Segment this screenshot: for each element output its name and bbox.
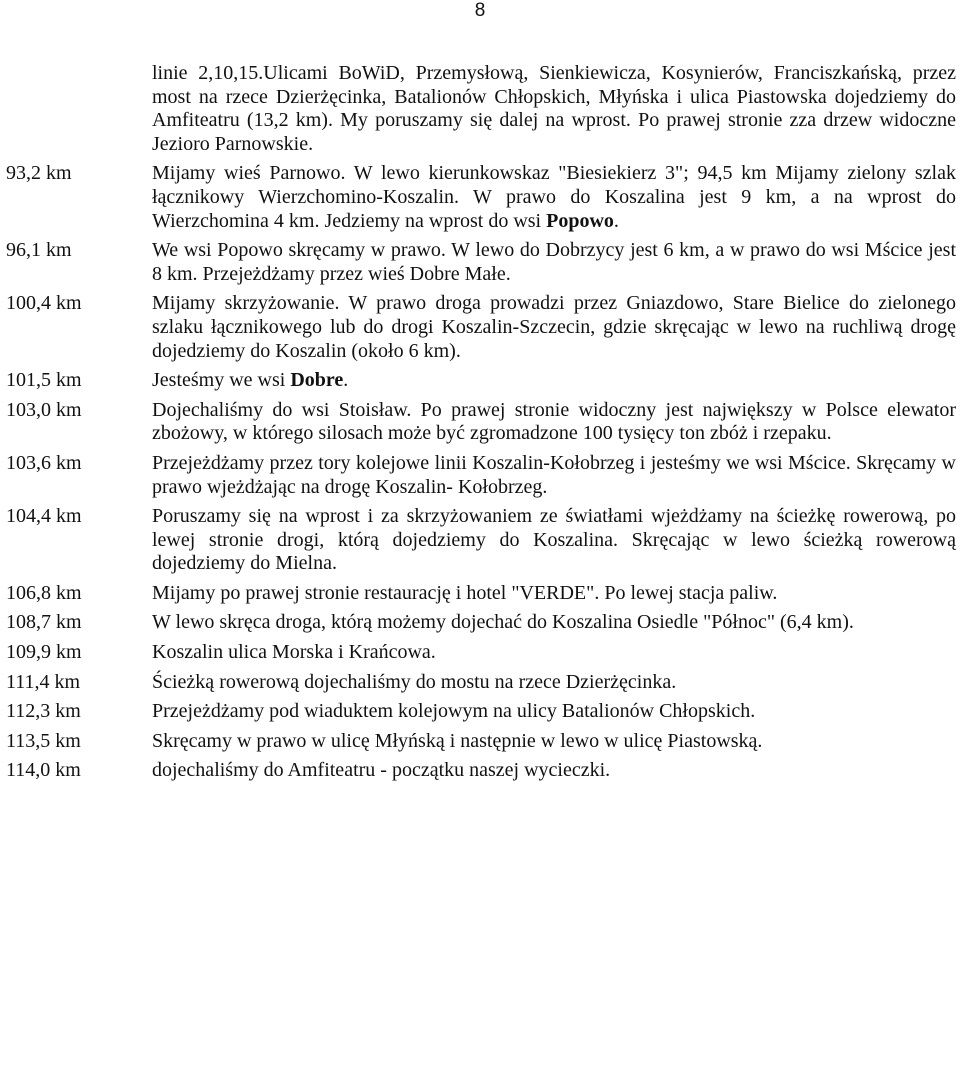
- entry-distance: 108,7 km: [6, 611, 82, 634]
- entry-distance: 101,5 km: [6, 369, 82, 392]
- entry-description: [152, 505, 956, 576]
- entry-description: [152, 611, 956, 635]
- entry-description: [152, 671, 956, 695]
- entry-distance: 103,6 km: [6, 451, 82, 474]
- route-entry: [0, 700, 960, 724]
- entry-description: [152, 759, 956, 783]
- route-entry: [0, 759, 960, 783]
- route-entries: [0, 162, 960, 783]
- intro-text: linie 2,10,15.Ulicami BoWiD, Przemysłową, Sienkiewicza, Kosynierów, Franciszkańską, przez most na rzece Dzierżęcinka, Batalionów Chłopskich, Młyńska i ulica Piastowska dojedziemy do Amfiteatru (13,2 km). My poruszamy się dalej na wprost. Po prawej stronie zza drzew widoczne Jezioro Parnowskie.: [152, 62, 956, 155]
- entry-text: Koszalin ulica Morska i Krańcowa.: [152, 641, 436, 664]
- entry-description: [152, 452, 956, 499]
- route-entry: [0, 239, 960, 286]
- entry-description: [152, 369, 956, 393]
- entry-description: [152, 582, 956, 606]
- entry-description: [152, 641, 956, 665]
- entry-text: Poruszamy się na wprost i za skrzyżowaniem ze światłami wjeżdżamy na ścieżkę rowerową, po lewej stronie drogi, którą dojedziemy do Koszalina. Skręcając w lewo ścieżką rowerową dojedziemy do Mielna.: [152, 505, 956, 575]
- route-entry: [0, 369, 960, 393]
- entry-text: Mijamy po prawej stronie restaurację i hotel "VERDE". Po lewej stacja paliw.: [152, 581, 778, 604]
- entry-text: Przejeżdżamy przez tory kolejowe linii Koszalin-Kołobrzeg i jesteśmy we wsi Mścice. Skręcamy w prawo wjeżdżając na drogę Koszalin- Kołobrzeg.: [152, 451, 956, 498]
- route-entry: [0, 292, 960, 363]
- route-entry: [0, 162, 960, 233]
- entry-description: [152, 162, 956, 233]
- entry-distance: 96,1 km: [6, 239, 72, 262]
- entry-description: [152, 239, 956, 286]
- entry-text: Dojechaliśmy do wsi Stoisław. Po prawej stronie widoczny jest największy w Polsce elewator zbożowy, w którego silosach może być zgromadzone 100 tysięcy ton zbóż i rzepaku.: [152, 398, 956, 445]
- route-entry: [0, 399, 960, 446]
- route-description: [0, 62, 960, 789]
- entry-text-end: .: [343, 369, 349, 392]
- route-entry: [0, 582, 960, 606]
- entry-place-name: Dobre: [290, 369, 344, 392]
- entry-text: W lewo skręca droga, którą możemy dojechać do Koszalina Osiedle "Północ" (6,4 km).: [152, 611, 854, 634]
- intro-paragraph: [0, 62, 960, 156]
- entry-distance: 103,0 km: [6, 398, 82, 421]
- entry-distance: 113,5 km: [6, 729, 81, 752]
- entry-description: [152, 700, 956, 724]
- route-entry: [0, 452, 960, 499]
- entry-distance: 106,8 km: [6, 581, 82, 604]
- entry-text: Ścieżką rowerową dojechaliśmy do mostu na rzece Dzierżęcinka.: [152, 670, 677, 693]
- entry-text: Jesteśmy we wsi: [152, 369, 291, 392]
- page-number: 8: [474, 0, 486, 21]
- entry-distance: 114,0 km: [6, 759, 81, 782]
- route-entry: [0, 641, 960, 665]
- route-entry: [0, 671, 960, 695]
- entry-text: dojechaliśmy do Amfiteatru - początku naszej wycieczki.: [152, 759, 611, 782]
- route-entry: [0, 505, 960, 576]
- entry-text: We wsi Popowo skręcamy w prawo. W lewo do Dobrzycy jest 6 km, a w prawo do wsi Mścice jest 8 km. Przejeżdżamy przez wieś Dobre Małe.: [152, 239, 956, 285]
- entry-description: [152, 730, 956, 754]
- entry-distance: 93,2 km: [6, 162, 72, 185]
- entry-place-name: Popowo: [546, 209, 614, 232]
- entry-description: [152, 399, 956, 446]
- entry-text: Przejeżdżamy pod wiaduktem kolejowym na ulicy Batalionów Chłopskich.: [152, 700, 756, 723]
- entry-description: [152, 292, 956, 363]
- entry-text: Mijamy skrzyżowanie. W prawo droga prowadzi przez Gniazdowo, Stare Bielice do zielonego szlaku łącznikowego lub do drogi Koszalin-Szczecin, gdzie skręcając w lewo na ruchliwą drogę dojedziemy do Koszalin (około 6 km).: [152, 292, 956, 362]
- entry-text: Skręcamy w prawo w ulicę Młyńską i następnie w lewo w ulicę Piastowską.: [152, 729, 763, 752]
- entry-distance: 100,4 km: [6, 292, 82, 315]
- entry-text: Mijamy wieś Parnowo. W lewo kierunkowskaz "Biesiekierz 3"; 94,5 km Mijamy zielony szlak łącznikowy Wierzchomino-Koszalin. W prawo do Koszalina jest 9 km, a na wprost do Wierzchomina 4 km. Jedziemy na wprost do wsi: [152, 162, 956, 232]
- entry-distance: 112,3 km: [6, 700, 81, 723]
- route-entry: [0, 730, 960, 754]
- entry-text-end: .: [613, 209, 619, 232]
- entry-distance: 109,9 km: [6, 641, 82, 664]
- entry-distance: 111,4 km: [6, 670, 81, 693]
- entry-distance: 104,4 km: [6, 505, 82, 528]
- route-entry: [0, 611, 960, 635]
